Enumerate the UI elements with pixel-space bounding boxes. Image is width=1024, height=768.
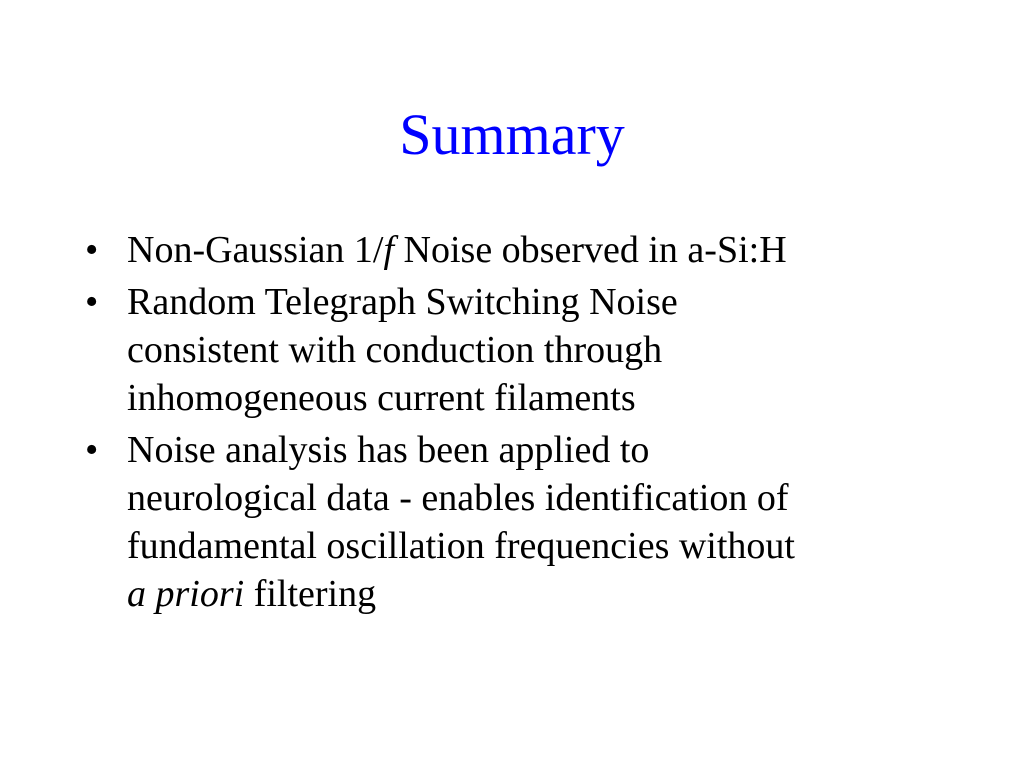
bullet-item xyxy=(80,278,960,422)
bullet-text-italic: f xyxy=(383,229,395,271)
bullet-item xyxy=(80,226,960,274)
slide-title: Summary xyxy=(399,102,625,167)
bullet-item xyxy=(80,426,960,618)
bullet-line xyxy=(127,570,960,618)
bullet-line xyxy=(127,226,960,274)
bullet-line xyxy=(127,426,960,474)
bullet-text: Non-Gaussian 1/ xyxy=(127,229,384,271)
bullet-point-icon: • xyxy=(85,229,99,271)
bullet-text: consistent with conduction through xyxy=(127,329,663,371)
bullet-point-icon: • xyxy=(85,429,99,471)
bullet-line xyxy=(127,474,960,522)
bullet-list xyxy=(80,226,960,622)
bullet-text: filtering xyxy=(244,573,377,615)
bullet-text: Noise observed in a-Si:H xyxy=(394,229,787,271)
bullet-line xyxy=(127,374,960,422)
bullet-text: neurological data - enables identification of xyxy=(127,477,789,519)
bullet-text: fundamental oscillation frequencies without xyxy=(127,525,795,567)
bullet-text: inhomogeneous current filaments xyxy=(127,377,636,419)
bullet-line xyxy=(127,326,960,374)
bullet-line xyxy=(127,278,960,326)
bullet-point-icon: • xyxy=(85,281,99,323)
bullet-text: Noise analysis has been applied to xyxy=(127,429,650,471)
bullet-text: Random Telegraph Switching Noise xyxy=(127,281,678,323)
bullet-text-italic: a priori xyxy=(127,573,245,615)
bullet-line xyxy=(127,522,960,570)
